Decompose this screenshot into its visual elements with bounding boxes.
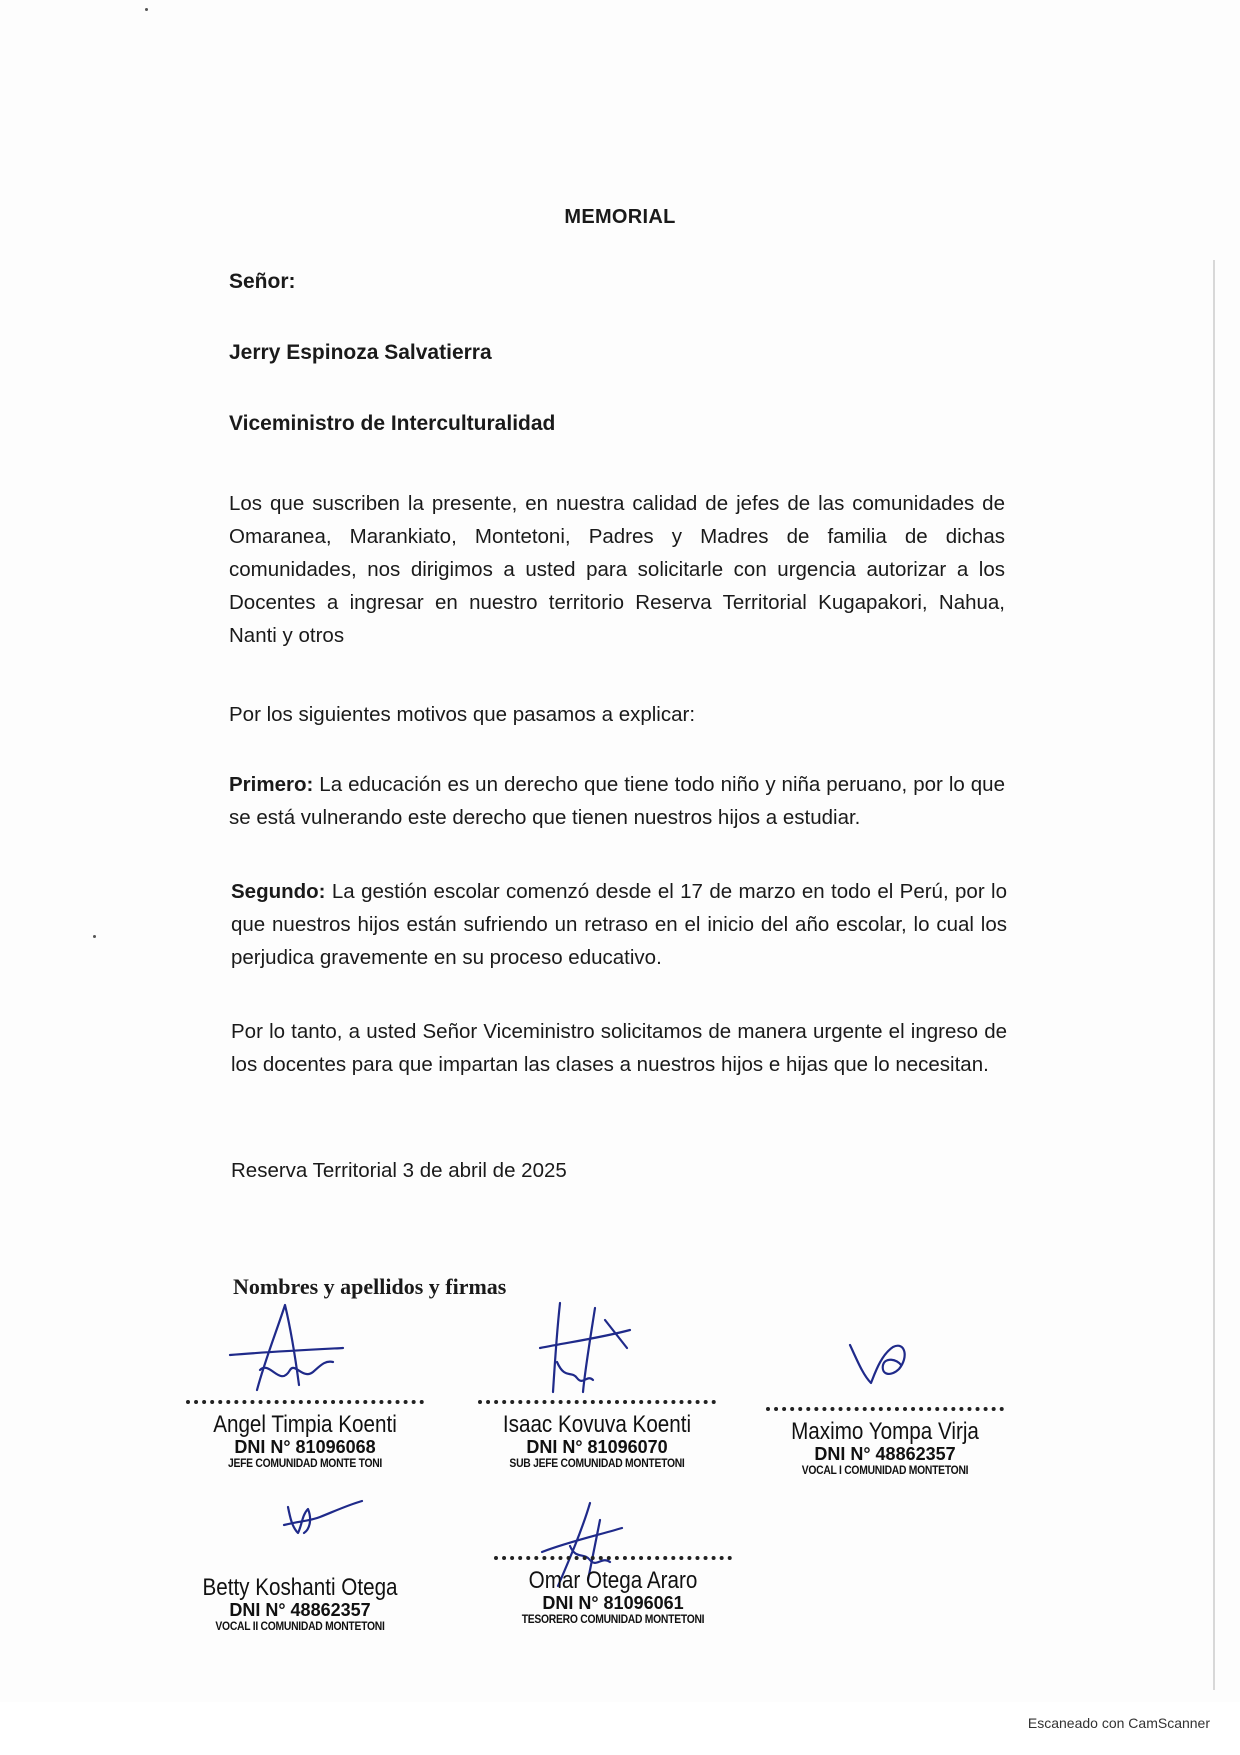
first-motive-text: La educación es un derecho que tiene todo niño y niña peruano, por lo que se está vulnerando este derecho que tienen nuestros hijos a estudiar. — [229, 773, 1005, 829]
first-motive-label: Primero: — [229, 773, 314, 796]
signature-scribble-4 — [280, 1495, 365, 1540]
signature-scribble-2 — [535, 1300, 635, 1395]
scan-edge — [1213, 260, 1215, 1690]
signatures-title: Nombres y apellidos y firmas — [233, 1274, 507, 1299]
signature-scribble-1 — [225, 1300, 345, 1395]
second-motive-text: La gestión escolar comenzó desde el 17 de marzo en todo el Perú, por lo que nuestros hijos están sufriendo un retraso en el inicio del año escolar, lo cual los perjudica gravemente en su proceso educativo. — [231, 880, 1007, 969]
signatory-role: JEFE COMUNIDAD MONTE TONI — [227, 1458, 383, 1470]
document-heading: MEMORIAL — [564, 206, 676, 228]
recipient-name: Jerry Espinoza Salvatierra — [229, 341, 492, 364]
signatory-dni: DNI N° 48862357 — [229, 1600, 371, 1620]
signatory-name: Maximo Yompa Virja — [791, 1418, 979, 1445]
recipient-title: Viceministro de Interculturalidad — [229, 412, 556, 435]
signature-line — [494, 1556, 732, 1566]
place-date: Reserva Territorial 3 de abril de 2025 — [231, 1159, 567, 1182]
scan-speck — [93, 935, 96, 938]
signatory-dni: DNI N° 81096070 — [526, 1437, 668, 1457]
signatory-role: VOCAL I COMUNIDAD MONTETONI — [801, 1465, 969, 1477]
signatory-name: Isaac Kovuva Koenti — [502, 1411, 692, 1438]
scan-speck — [145, 8, 148, 11]
signatory-dni: DNI N° 81096068 — [234, 1437, 376, 1457]
signatory-role: TESORERO COMUNIDAD MONTETONI — [521, 1614, 705, 1626]
signatory-role: VOCAL II COMUNIDAD MONTETONI — [215, 1621, 385, 1633]
signatory-name: Angel Timpia Koenti — [213, 1411, 397, 1438]
signature-line — [766, 1407, 1004, 1417]
signatory-block — [472, 1400, 722, 1471]
signature-line — [186, 1400, 424, 1410]
salutation: Señor: — [229, 270, 296, 293]
signature-scribble-3 — [845, 1335, 915, 1390]
scanner-watermark: Escaneado con CamScanner — [1027, 1715, 1210, 1731]
signatory-name: Omar Otega Araro — [528, 1567, 698, 1594]
signatory-block — [488, 1556, 738, 1627]
signatory-block — [180, 1400, 430, 1471]
signatory-block — [760, 1407, 1010, 1478]
signatory-block — [175, 1563, 425, 1634]
first-motive — [229, 768, 1005, 834]
second-motive-label: Segundo: — [231, 880, 326, 903]
intro-paragraph: Los que suscriben la presente, en nuestra calidad de jefes de las comunidades de Omaranea, Marankiato, Montetoni, Padres y Madres de familia de dichas comunidades, nos dirigimos a usted para solicitarle con urgencia autorizar a los Docentes a ingresar en nuestro territorio Reserva Territorial Kugapakori, Nahua, Nanti y otros — [229, 492, 1005, 647]
motives-intro: Por los siguientes motivos que pasamos a explicar: — [229, 703, 696, 726]
signatory-dni: DNI N° 81096061 — [542, 1593, 684, 1613]
closing-paragraph: Por lo tanto, a usted Señor Viceministro solicitamos de manera urgente el ingreso de los docentes para que impartan las clases a nuestros hijos e hijas que lo necesitan. — [231, 1020, 1007, 1076]
second-motive — [231, 875, 1007, 974]
signature-line — [478, 1400, 716, 1410]
signatory-dni: DNI N° 48862357 — [814, 1444, 956, 1464]
signatory-name: Betty Koshanti Otega — [202, 1574, 398, 1601]
signatory-role: SUB JEFE COMUNIDAD MONTETONI — [509, 1458, 685, 1470]
